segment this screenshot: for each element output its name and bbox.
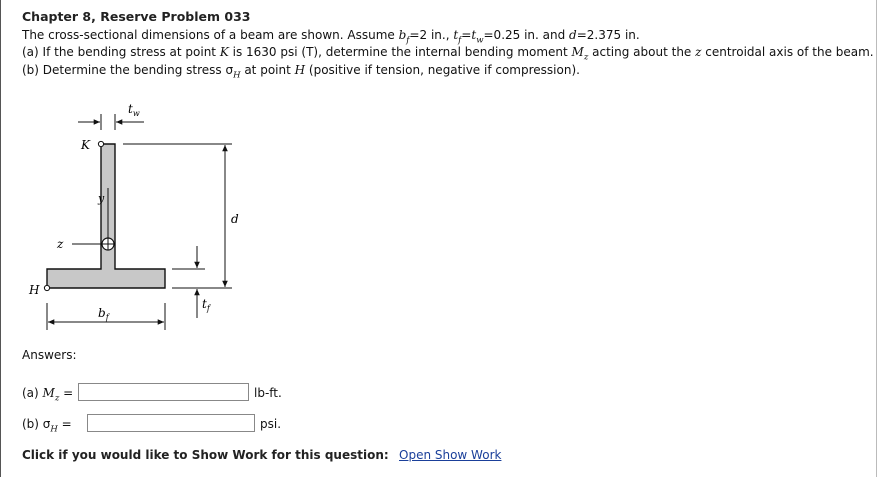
z-label: z [57,237,64,251]
tee-section-shape [47,144,165,288]
k-label: K [81,138,90,152]
answers-title: Answers: [22,348,77,362]
tf-label: $t_f$ [202,297,210,313]
answer-b-unit: psi. [260,417,282,431]
problem-part-b: (b) Determine the bending stress $\sigma_H$ at point H (positive if tension, negative if compression). [22,63,580,81]
open-show-work-link[interactable]: Open Show Work [399,448,502,462]
point-h [44,285,49,290]
left-border [0,0,1,477]
problem-intro: The cross-sectional dimensions of a beam are shown. Assume $b_f=2$ in., $t_f=t_w=0.25$ in. and d=2.375 in. [22,28,640,46]
tee-cross-section-diagram [20,96,250,336]
answer-a-unit: lb-ft. [254,386,282,400]
problem-part-a: (a) If the bending stress at point K is 1630 psi (T), determine the internal bending moment $M_z$ acting about the z centroidal axis of the beam. [22,45,874,63]
show-work-prompt: Click if you would like to Show Work for this question: [22,448,389,462]
answer-b-input[interactable] [87,414,255,432]
answer-a-input[interactable] [78,383,249,401]
point-k [98,141,103,146]
h-label: H [29,283,40,297]
answer-b-label: (b) $\sigma_H$ = [22,417,72,435]
y-label: y [98,192,105,205]
answer-a-label: (a) $M_z$ = [22,386,74,404]
bf-label: $b_f$ [98,306,109,322]
tw-label: $t_w$ [128,102,140,118]
d-label: d [231,212,239,226]
problem-heading: Chapter 8, Reserve Problem 033 [22,9,251,24]
